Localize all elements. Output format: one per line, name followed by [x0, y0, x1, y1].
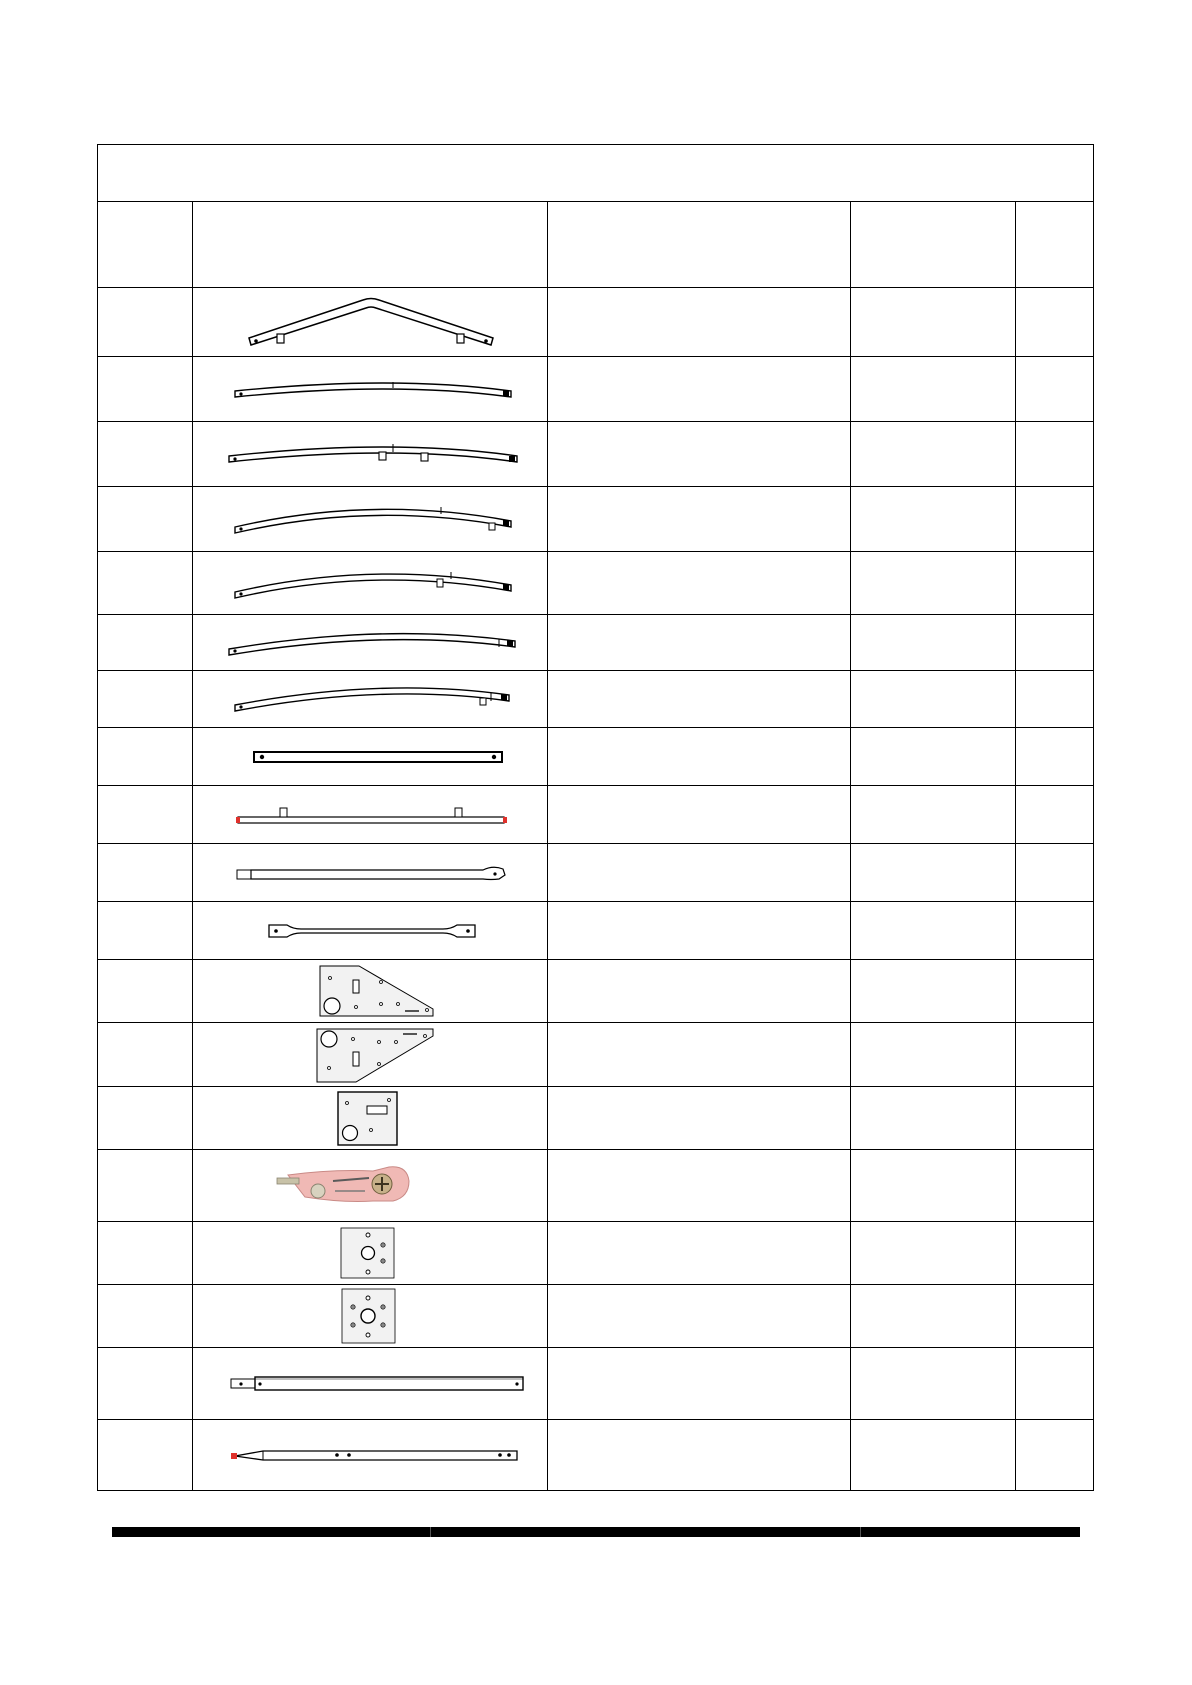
footer-rule-divider [860, 1527, 861, 1537]
table-row [98, 786, 1094, 844]
table-row [98, 422, 1094, 487]
hinge-assembly-image [193, 1151, 548, 1221]
square-base-plate-large-hole-diagram [193, 1285, 548, 1347]
footer-rule [112, 1527, 1080, 1537]
footer-rule-divider [430, 1527, 431, 1537]
parts-list-sheet [97, 144, 1093, 1491]
table-row [98, 960, 1094, 1023]
square-mounting-plate-diagram [193, 1087, 548, 1149]
bent-top-rail-diagram [193, 288, 548, 356]
table-row [98, 1420, 1094, 1491]
flat-link-bar-diagram [193, 903, 548, 959]
table-row [98, 1285, 1094, 1348]
table-header-row [98, 202, 1094, 288]
header-picture [193, 202, 548, 288]
table-row [98, 487, 1094, 552]
table-row [98, 615, 1094, 671]
tapered-tube-diagram [193, 845, 548, 901]
table-row [98, 288, 1094, 357]
table-row [98, 357, 1094, 422]
parts-table [97, 144, 1094, 1491]
table-row [98, 1023, 1094, 1087]
header-no [98, 202, 193, 288]
straight-square-tube-diagram [193, 1349, 548, 1419]
left-corner-bracket-diagram [193, 960, 548, 1022]
table-row [98, 1348, 1094, 1420]
header-qty [1016, 202, 1094, 288]
header-specification [851, 202, 1016, 288]
table-row [98, 1222, 1094, 1285]
table-row [98, 902, 1094, 960]
flat-bar-diagram [193, 729, 548, 785]
table-row [98, 1150, 1094, 1222]
tube-red-caps-diagram [193, 787, 548, 843]
right-corner-bracket-diagram [193, 1024, 548, 1086]
arched-rail-end-tab-diagram [193, 487, 548, 551]
curved-rail-two-tabs-diagram [193, 422, 548, 486]
table-title [98, 145, 1094, 202]
table-row [98, 844, 1094, 902]
square-base-plate-four-holes-diagram [193, 1222, 548, 1284]
arched-rail-end-tab-short-diagram [193, 671, 548, 727]
header-description [548, 202, 851, 288]
table-row [98, 728, 1094, 786]
table-title-row [98, 145, 1094, 202]
straight-tube-red-end-diagram [193, 1420, 548, 1490]
table-row [98, 552, 1094, 615]
table-row [98, 671, 1094, 728]
arched-rail-diagram [193, 615, 548, 670]
arched-rail-middle-tab-diagram [193, 552, 548, 614]
curved-rail-diagram [193, 357, 548, 421]
table-row [98, 1087, 1094, 1150]
